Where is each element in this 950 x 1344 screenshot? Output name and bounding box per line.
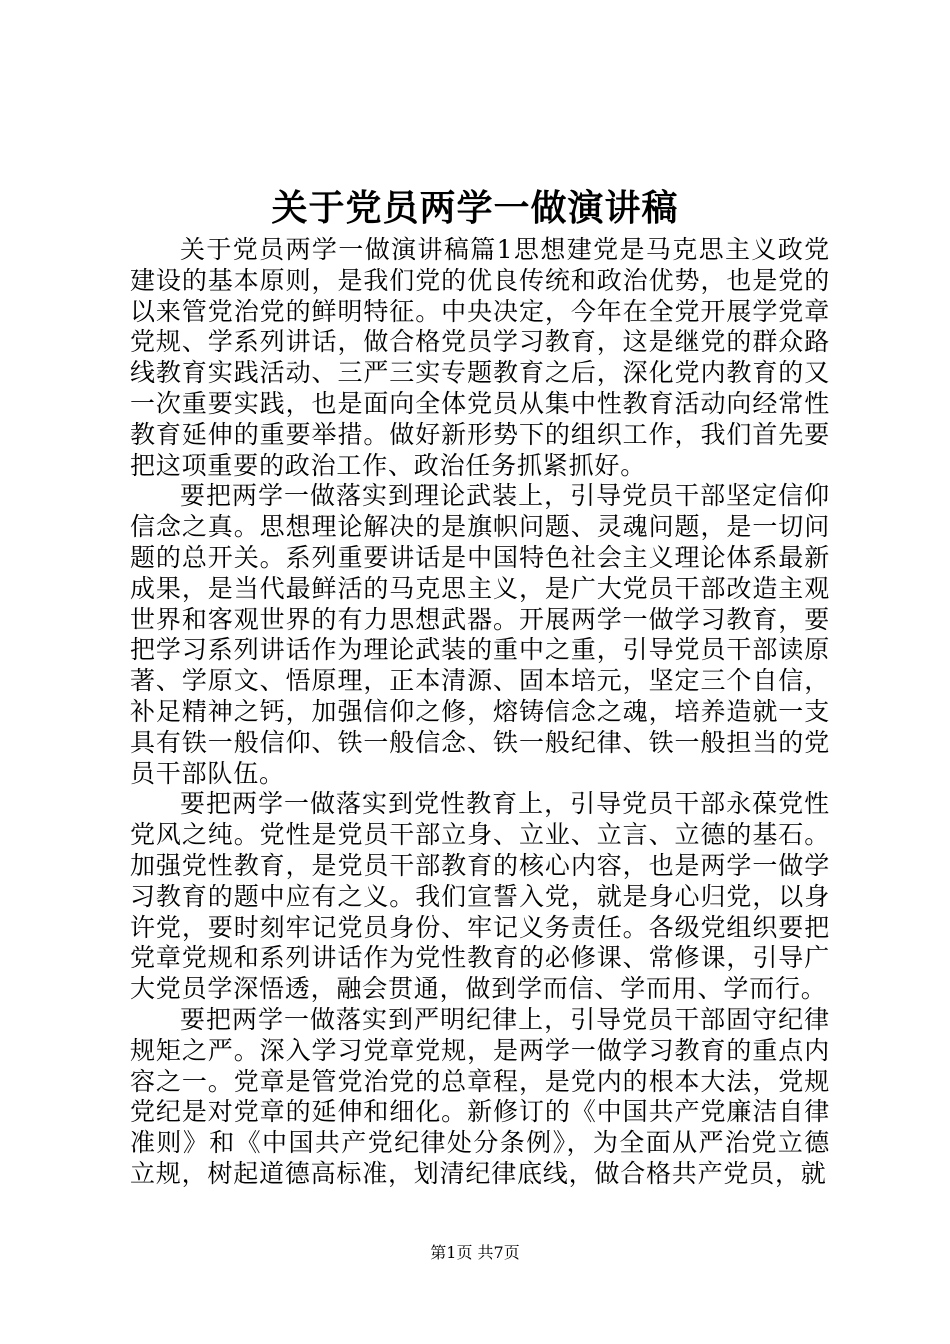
paragraph-1: 关于党员两学一做演讲稿篇1思想建党是马克思主义政党建设的基本原则，是我们党的优良传统和政治优势，也是党的以来管党治党的鲜明特征。中央决定，今年在全党开展学党章党规、学系列讲话，做合格党员学习教育，这是继党的群众路线教育实践活动、三严三实专题教育之后，深化党内教育的又一次重要实践，也是面向全体党员从集中性教育活动向经常性教育延伸的重要举措。做好新形势下的组织工作，我们首先要把这项重要的政治工作、政治任务抓紧抓好。 [130, 235, 830, 480]
paragraph-3: 要把两学一做落实到党性教育上，引导党员干部永葆党性党风之纯。党性是党员干部立身、立业、立言、立德的基石。加强党性教育，是党员干部教育的核心内容，也是两学一做学习教育的题中应有之义。我们宣誓入党，就是身心归党，以身许党，要时刻牢记党员身份、牢记义务责任。各级党组织要把党章党规和系列讲话作为党性教育的必修课、常修课，引导广大党员学深悟透，融会贯通，做到学而信、学而用、学而行。 [130, 789, 830, 1004]
paragraph-4: 要把两学一做落实到严明纪律上，引导党员干部固守纪律规矩之严。深入学习党章党规，是两学一做学习教育的重点内容之一。党章是管党治党的总章程，是党内的根本大法，党规党纪是对党章的延伸和细化。新修订的《中国共产党廉洁自律准则》和《中国共产党纪律处分条例》，为全面从严治党立德立规，树起道德高标准，划清纪律底线，做合格共产党员，就 [130, 1004, 830, 1188]
document-title: 关于党员两学一做演讲稿 [271, 188, 679, 229]
document-body [130, 235, 830, 1190]
paragraph-2: 要把两学一做落实到理论武装上，引导党员干部坚定信仰信念之真。思想理论解决的是旗帜问题、灵魂问题，是一切问题的总开关。系列重要讲话是中国特色社会主义理论体系最新成果，是当代最鲜活的马克思主义，是广大党员干部改造主观世界和客观世界的有力思想武器。开展两学一做学习教育，要把学习系列讲话作为理论武装的重中之重，引导党员干部读原著、学原文、悟原理，正本清源、固本培元，坚定三个自信，补足精神之钙，加强信仰之修，熔铸信念之魂，培养造就一支具有铁一般信仰、铁一般信念、铁一般纪律、铁一般担当的党员干部队伍。 [130, 481, 830, 788]
page-footer: 第1页 共7页 [430, 1243, 520, 1262]
